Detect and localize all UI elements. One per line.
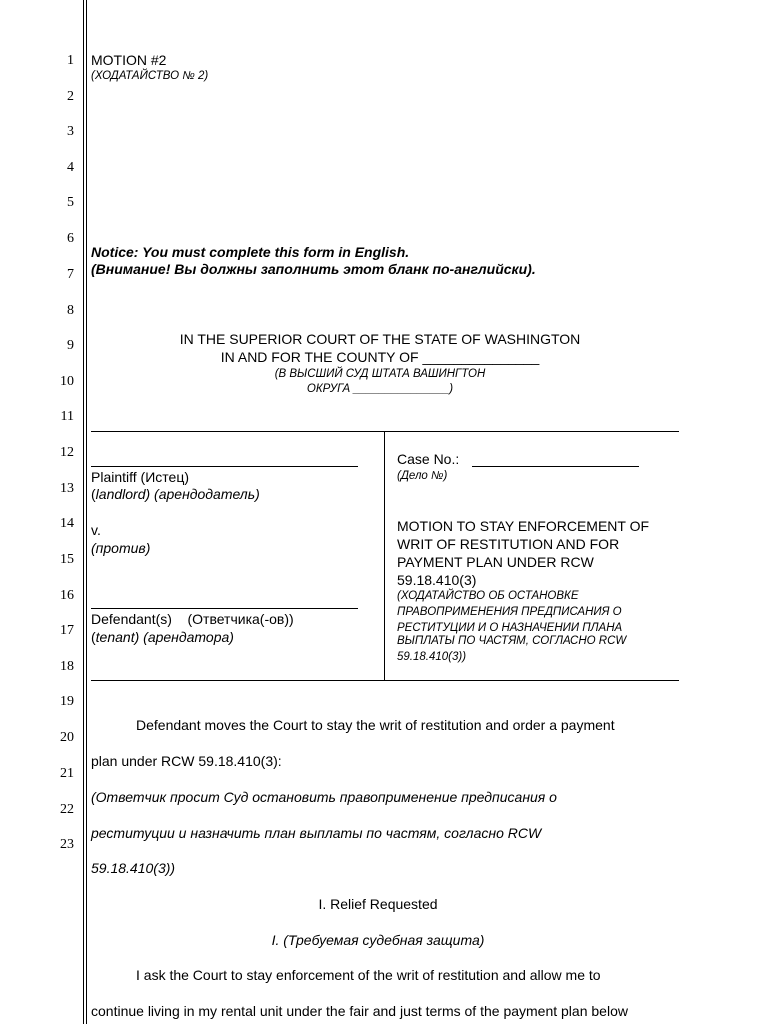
line-number: 23 [60, 837, 74, 852]
caption-divider [384, 431, 385, 681]
versus-label: v. [91, 522, 101, 538]
plaintiff-role-prefix: ( [91, 486, 96, 502]
defendant-role-prefix: ( [91, 629, 96, 645]
motion-title-line-1: MOTION TO STAY ENFORCEMENT OF [397, 518, 650, 534]
court-title: IN THE SUPERIOR COURT OF THE STATE OF WASHINGTON [179, 331, 581, 347]
section-1-heading-ru: I. (Требуемая судебная защита) [271, 932, 485, 948]
plaintiff-role [91, 486, 260, 503]
case-number-label-ru: (Дело №) [397, 470, 448, 482]
line-number: 1 [67, 53, 74, 68]
motion-title-ru-line-3: РЕСТИТУЦИИ И О НАЗНАЧЕНИИ ПЛАНА [397, 622, 623, 634]
line-number: 2 [67, 89, 74, 104]
court-county: IN AND FOR THE COUNTY OF _______________ [220, 349, 540, 365]
intro-paragraph-line-1: Defendant moves the Court to stay the writ of restitution and order a payment [136, 717, 615, 733]
defendant-role-en: tenant [95, 629, 135, 645]
line-number: 21 [60, 766, 74, 781]
motion-title-line-4: 59.18.410(3) [397, 572, 477, 588]
plaintiff-name-line [91, 466, 358, 467]
plaintiff-role-en: landlord [95, 486, 146, 502]
line-number: 13 [60, 481, 74, 496]
line-number: 3 [67, 124, 74, 139]
line-number: 7 [67, 267, 74, 282]
line-number: 6 [67, 231, 74, 246]
motion-title-ru-line-1: (ХОДАТАЙСТВО ОБ ОСТАНОВКЕ [397, 590, 579, 602]
intro-paragraph-ru-line-1: (Ответчик просит Суд остановить правоприменение предписания о [91, 789, 557, 805]
line-number: 11 [60, 409, 74, 424]
motion-title-ru-line-2: ПРАВОПРИМЕНЕНИЯ ПРЕДПИСАНИЯ О [397, 606, 622, 618]
line-number: 20 [60, 730, 74, 745]
section-1-line-2: continue living in my rental unit under the fair and just terms of the payment plan below [91, 1003, 628, 1019]
line-number: 18 [60, 659, 74, 674]
motion-title-line-3: PAYMENT PLAN UNDER RCW [397, 554, 594, 570]
notice-english: Notice: You must complete this form in English. [91, 244, 410, 260]
versus-label-ru: (против) [91, 540, 151, 556]
case-number-field[interactable] [472, 466, 639, 467]
plaintiff-role-ru: ) (арендодатель) [145, 486, 260, 502]
line-number: 14 [60, 516, 74, 531]
line-number: 4 [67, 160, 74, 175]
section-1-line-1: I ask the Court to stay enforcement of the writ of restitution and allow me to [136, 967, 601, 983]
left-margin-rule [83, 0, 84, 1024]
line-number: 8 [67, 303, 74, 318]
left-margin-rule-inner [86, 0, 87, 1024]
section-1-heading: I. Relief Requested [318, 896, 438, 912]
plaintiff-label: Plaintiff (Истец) [91, 469, 189, 485]
motion-title-line-2: WRIT OF RESTITUTION AND FOR [397, 536, 620, 552]
line-number: 5 [67, 195, 74, 210]
motion-label: MOTION #2 [91, 52, 167, 68]
defendant-role [91, 629, 234, 646]
line-number: 9 [67, 338, 74, 353]
notice-russian: (Внимание! Вы должны заполнить этот бланк по-английски). [91, 261, 536, 277]
motion-title-ru-line-5: 59.18.410(3)) [397, 651, 467, 663]
defendant-label: Defendant(s) (Ответчика(-ов)) [91, 611, 294, 627]
intro-paragraph-ru-line-3: 59.18.410(3)) [91, 860, 176, 876]
line-number: 19 [60, 694, 74, 709]
motion-label-ru: (ХОДАТАЙСТВО № 2) [91, 70, 209, 82]
court-title-ru: (В ВЫСШИЙ СУД ШТАТА ВАШИНГТОН [274, 368, 486, 380]
motion-title-ru-line-4: ВЫПЛАТЫ ПО ЧАСТЯМ, СОГЛАСНО RCW [397, 635, 627, 647]
line-number: 17 [60, 623, 74, 638]
intro-paragraph-line-2: plan under RCW 59.18.410(3): [91, 753, 282, 769]
defendant-name-line [91, 608, 358, 609]
defendant-role-ru: ) (арендатора) [134, 629, 234, 645]
line-number: 22 [60, 802, 74, 817]
line-number: 10 [60, 374, 74, 389]
court-county-ru: ОКРУГА _______________) [306, 383, 454, 395]
line-number: 15 [60, 552, 74, 567]
line-number: 12 [60, 445, 74, 460]
caption-bottom-border [91, 680, 679, 681]
intro-paragraph-ru-line-2: реституции и назначить план выплаты по частям, согласно RCW [91, 825, 542, 841]
caption-top-border [91, 431, 679, 432]
case-number-label: Case No.: [397, 451, 460, 467]
line-number: 16 [60, 588, 74, 603]
